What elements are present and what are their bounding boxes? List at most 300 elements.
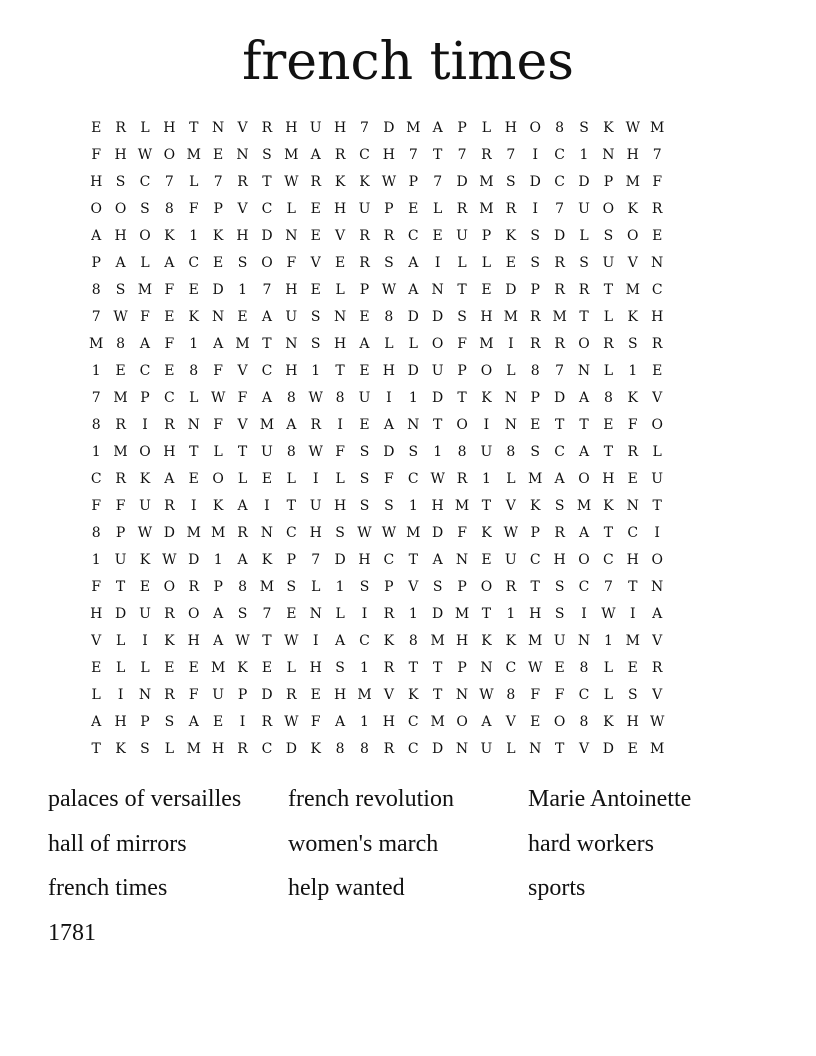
grid-letter: N <box>309 605 322 622</box>
grid-letter: M <box>210 659 226 676</box>
grid-letter: M <box>259 416 275 433</box>
grid-letter: R <box>383 659 395 676</box>
grid-letter: R <box>286 686 297 703</box>
grid-letter: N <box>577 362 591 379</box>
grid-letter: L <box>115 659 126 676</box>
grid-letter: 1 <box>91 551 101 568</box>
grid-letter: E <box>530 713 541 730</box>
grid-letter: E <box>627 659 638 676</box>
grid-letter: U <box>431 362 444 379</box>
grid-letter: T <box>603 281 614 298</box>
grid-letter: O <box>188 605 200 622</box>
grid-letter: H <box>333 686 347 703</box>
grid-letter: F <box>188 200 199 217</box>
grid-letter: V <box>237 119 248 136</box>
grid-letter: D <box>456 173 468 190</box>
grid-letter: O <box>139 443 151 460</box>
grid-letter: M <box>576 497 592 514</box>
grid-letter: M <box>284 146 299 163</box>
grid-row <box>84 141 744 168</box>
grid-row <box>84 465 744 492</box>
grid-letter: K <box>505 227 517 244</box>
grid-letter: U <box>261 443 273 460</box>
grid-letter: S <box>237 605 248 622</box>
grid-letter: W <box>308 443 323 460</box>
grid-letter: M <box>528 470 543 487</box>
grid-letter: S <box>579 254 589 271</box>
grid-letter: K <box>212 497 224 514</box>
grid-letter: A <box>335 713 346 730</box>
grid-letter: H <box>285 362 298 379</box>
grid-letter: H <box>626 551 639 568</box>
grid-letter: M <box>650 119 665 136</box>
grid-letter: 8 <box>286 443 296 460</box>
grid-letter: U <box>456 227 468 244</box>
grid-letter: M <box>454 605 470 622</box>
grid-letter: S <box>335 659 345 676</box>
grid-letter: 1 <box>189 335 199 352</box>
grid-letter: 1 <box>506 605 516 622</box>
grid-letter: 1 <box>91 362 101 379</box>
grid-letter: A <box>286 416 297 433</box>
grid-letter: K <box>164 227 175 244</box>
grid-letter: L <box>603 362 614 379</box>
grid-letter: D <box>432 524 444 541</box>
grid-letter: N <box>431 281 444 298</box>
grid-letter: V <box>652 632 663 649</box>
grid-letter: R <box>383 740 395 757</box>
grid-row <box>84 303 744 330</box>
grid-letter: A <box>261 308 272 325</box>
grid-letter: C <box>578 578 590 595</box>
grid-letter: R <box>237 524 248 541</box>
grid-letter: M <box>137 281 153 298</box>
grid-letter: H <box>236 227 249 244</box>
grid-letter: K <box>627 308 639 325</box>
grid-letter: U <box>358 200 371 217</box>
grid-letter: H <box>309 524 322 541</box>
grid-letter: I <box>312 470 319 487</box>
grid-letter: S <box>335 524 345 541</box>
grid-letter: I <box>532 200 538 217</box>
grid-letter: N <box>212 308 225 325</box>
grid-letter: D <box>212 281 224 298</box>
grid-letter: S <box>140 200 150 217</box>
grid-letter: L <box>286 659 296 676</box>
grid-letter: 1 <box>213 551 223 568</box>
grid-letter: P <box>213 200 223 217</box>
grid-letter: C <box>261 200 273 217</box>
grid-letter: M <box>479 200 494 217</box>
grid-letter: H <box>504 119 517 136</box>
grid-letter: S <box>530 227 541 244</box>
grid-letter: O <box>627 227 639 244</box>
grid-letter: 1 <box>603 632 613 649</box>
grid-row <box>84 519 744 546</box>
grid-letter: 7 <box>91 308 101 325</box>
grid-letter: M <box>210 524 226 541</box>
grid-letter: R <box>529 308 541 325</box>
grid-letter: R <box>651 200 663 217</box>
grid-letter: K <box>481 389 492 406</box>
grid-letter: T <box>457 281 467 298</box>
grid-letter: R <box>651 335 663 352</box>
grid-letter: S <box>579 119 589 136</box>
grid-letter: F <box>627 416 638 433</box>
grid-letter: R <box>310 173 321 190</box>
grid-letter: W <box>308 389 323 406</box>
grid-letter: E <box>237 308 248 325</box>
grid-letter: 7 <box>311 551 321 568</box>
grid-letter: R <box>188 578 200 595</box>
grid-letter: F <box>457 335 467 352</box>
grid-letter: 8 <box>603 389 613 406</box>
grid-letter: S <box>627 335 638 352</box>
grid-letter: A <box>213 632 224 649</box>
word-list-item: 1781 <box>48 920 96 947</box>
grid-letter: 1 <box>408 605 418 622</box>
grid-letter: M <box>113 389 128 406</box>
grid-letter: M <box>186 740 201 757</box>
grid-letter: P <box>140 713 150 730</box>
grid-letter: L <box>140 659 150 676</box>
grid-letter: H <box>382 362 395 379</box>
grid-letter: W <box>381 524 397 541</box>
grid-letter: R <box>383 605 395 622</box>
grid-letter: D <box>285 740 297 757</box>
grid-letter: 1 <box>189 227 199 244</box>
grid-letter: P <box>408 173 418 190</box>
grid-row <box>84 735 744 762</box>
grid-letter: O <box>163 146 176 163</box>
grid-letter: T <box>481 605 492 622</box>
grid-letter: 7 <box>213 173 223 190</box>
grid-letter: 8 <box>360 740 369 757</box>
grid-letter: T <box>286 497 296 514</box>
grid-letter: H <box>333 200 347 217</box>
grid-letter: S <box>286 578 297 595</box>
grid-letter: L <box>286 470 296 487</box>
grid-letter: K <box>188 308 199 325</box>
word-list-item: hall of mirrors <box>48 830 187 857</box>
grid-letter: H <box>602 470 615 487</box>
grid-letter: N <box>260 524 274 541</box>
grid-row <box>84 627 744 654</box>
grid-row <box>84 600 744 627</box>
grid-letter: I <box>532 146 538 163</box>
grid-letter: S <box>408 443 419 460</box>
grid-letter: R <box>578 281 590 298</box>
grid-letter: C <box>554 146 565 163</box>
grid-letter: 7 <box>262 605 272 622</box>
grid-letter: R <box>237 173 248 190</box>
word-list-item: french times <box>48 875 168 902</box>
grid-letter: O <box>456 416 468 433</box>
grid-letter: S <box>384 497 394 514</box>
grid-letter: E <box>261 470 273 487</box>
grid-letter: H <box>285 281 298 298</box>
grid-letter: N <box>455 740 469 757</box>
grid-letter: S <box>554 578 565 595</box>
grid-letter: R <box>164 497 175 514</box>
grid-letter: T <box>262 632 272 649</box>
grid-letter: K <box>505 632 517 649</box>
grid-letter: 8 <box>91 281 101 298</box>
grid-letter: S <box>359 578 370 595</box>
grid-letter: S <box>140 740 150 757</box>
grid-letter: N <box>577 632 591 649</box>
grid-row <box>84 384 744 411</box>
grid-letter: 8 <box>506 686 516 703</box>
grid-letter: F <box>140 308 150 325</box>
grid-letter: U <box>285 308 298 325</box>
grid-row <box>84 546 744 573</box>
grid-letter: 1 <box>408 389 418 406</box>
grid-letter: C <box>554 173 565 190</box>
grid-letter: T <box>237 443 248 460</box>
grid-letter: T <box>579 308 589 325</box>
grid-letter: V <box>91 632 102 649</box>
grid-letter: T <box>408 551 418 568</box>
grid-letter: H <box>333 335 347 352</box>
grid-letter: E <box>310 281 321 298</box>
grid-letter: E <box>310 227 321 244</box>
grid-letter: R <box>603 335 614 352</box>
grid-letter: E <box>139 578 151 595</box>
grid-letter: K <box>529 497 541 514</box>
grid-letter: U <box>114 551 127 568</box>
grid-letter: L <box>481 254 492 271</box>
grid-letter: O <box>578 551 590 568</box>
grid-letter: E <box>652 227 663 244</box>
grid-row <box>84 573 744 600</box>
grid-letter: C <box>139 173 151 190</box>
grid-letter: M <box>625 632 640 649</box>
grid-letter: F <box>115 497 126 514</box>
grid-letter: 8 <box>555 119 565 136</box>
grid-letter: 1 <box>238 281 247 298</box>
grid-letter: E <box>505 254 516 271</box>
grid-letter: 7 <box>506 146 516 163</box>
grid-letter: P <box>530 281 540 298</box>
grid-letter: A <box>554 470 565 487</box>
grid-letter: A <box>115 254 126 271</box>
grid-letter: 7 <box>262 281 272 298</box>
grid-letter: O <box>651 416 663 433</box>
grid-letter: S <box>310 335 321 352</box>
grid-letter: N <box>651 578 664 595</box>
grid-letter: P <box>384 200 394 217</box>
grid-letter: M <box>406 119 421 136</box>
grid-letter: U <box>309 497 322 514</box>
grid-letter: E <box>188 281 199 298</box>
grid-letter: D <box>529 173 541 190</box>
grid-letter: K <box>481 632 492 649</box>
grid-letter: T <box>579 416 589 433</box>
grid-letter: K <box>261 551 273 568</box>
grid-letter: 1 <box>628 362 638 379</box>
grid-letter: H <box>212 740 225 757</box>
grid-letter: A <box>359 335 370 352</box>
grid-letter: K <box>383 632 395 649</box>
grid-letter: A <box>91 713 102 730</box>
grid-letter: W <box>479 686 494 703</box>
grid-letter: P <box>457 119 467 136</box>
grid-letter: A <box>652 605 663 622</box>
grid-letter: E <box>164 308 175 325</box>
grid-letter: C <box>285 524 297 541</box>
grid-letter: C <box>529 551 541 568</box>
grid-letter: 8 <box>189 362 199 379</box>
grid-letter: F <box>384 470 394 487</box>
grid-letter: R <box>651 659 663 676</box>
grid-letter: E <box>408 200 419 217</box>
grid-letter: E <box>213 254 224 271</box>
grid-letter: C <box>603 551 614 568</box>
grid-letter: N <box>407 416 420 433</box>
grid-letter: P <box>237 686 248 703</box>
grid-letter: I <box>654 524 660 541</box>
grid-letter: E <box>188 659 199 676</box>
grid-letter: A <box>188 713 199 730</box>
grid-letter: E <box>554 659 565 676</box>
grid-letter: C <box>359 146 370 163</box>
grid-letter: 7 <box>457 146 467 163</box>
grid-letter: I <box>581 605 587 622</box>
grid-letter: S <box>432 578 443 595</box>
grid-letter: S <box>506 173 516 190</box>
grid-letter: O <box>553 713 566 730</box>
grid-letter: S <box>359 443 370 460</box>
grid-letter: R <box>554 335 565 352</box>
grid-letter: C <box>505 659 517 676</box>
grid-letter: R <box>627 443 639 460</box>
grid-letter: N <box>504 389 517 406</box>
grid-letter: O <box>212 470 224 487</box>
grid-letter: P <box>603 173 614 190</box>
grid-letter: A <box>237 551 248 568</box>
grid-row <box>84 411 744 438</box>
grid-letter: W <box>113 308 128 325</box>
grid-letter: C <box>627 524 639 541</box>
grid-letter: U <box>139 605 151 622</box>
grid-letter: E <box>481 281 492 298</box>
grid-letter: A <box>213 335 224 352</box>
grid-letter: E <box>359 416 370 433</box>
grid-letter: D <box>602 740 615 757</box>
grid-letter: C <box>383 551 395 568</box>
grid-letter: R <box>115 416 126 433</box>
grid-letter: W <box>503 524 519 541</box>
grid-letter: C <box>261 740 273 757</box>
grid-letter: A <box>432 119 443 136</box>
grid-letter: V <box>578 740 590 757</box>
grid-letter: W <box>284 713 299 730</box>
grid-letter: E <box>627 740 638 757</box>
grid-letter: D <box>163 524 175 541</box>
grid-letter: H <box>358 551 371 568</box>
grid-letter: N <box>236 146 249 163</box>
grid-letter: 8 <box>384 308 394 325</box>
grid-letter: E <box>164 362 175 379</box>
grid-letter: A <box>335 632 346 649</box>
grid-letter: E <box>115 362 126 379</box>
grid-letter: D <box>407 362 419 379</box>
grid-letter: 8 <box>91 416 101 433</box>
grid-letter: V <box>237 200 248 217</box>
grid-letter: I <box>386 389 392 406</box>
grid-letter: W <box>137 146 153 163</box>
grid-letter: U <box>139 497 151 514</box>
grid-letter: 8 <box>335 740 345 757</box>
grid-letter: O <box>480 578 493 595</box>
grid-letter: W <box>284 173 299 190</box>
grid-letter: O <box>114 200 127 217</box>
grid-letter: R <box>261 713 273 730</box>
grid-letter: D <box>114 605 127 622</box>
grid-letter: R <box>334 146 346 163</box>
grid-letter: M <box>650 740 665 757</box>
grid-letter: M <box>552 308 567 325</box>
grid-letter: E <box>91 659 102 676</box>
grid-letter: R <box>554 281 565 298</box>
grid-letter: P <box>286 551 297 568</box>
grid-letter: 1 <box>579 146 589 163</box>
grid-letter: P <box>457 659 467 676</box>
grid-letter: 7 <box>360 119 369 136</box>
grid-letter: A <box>408 254 419 271</box>
grid-letter: C <box>407 470 419 487</box>
grid-letter: S <box>237 254 248 271</box>
grid-letter: 1 <box>408 497 418 514</box>
grid-letter: R <box>554 254 565 271</box>
grid-letter: N <box>333 308 347 325</box>
grid-letter: F <box>91 578 102 595</box>
grid-letter: 8 <box>91 524 101 541</box>
grid-letter: V <box>310 254 321 271</box>
grid-letter: D <box>554 389 566 406</box>
grid-letter: E <box>213 713 224 730</box>
grid-letter: N <box>504 416 517 433</box>
grid-letter: E <box>359 362 370 379</box>
grid-row <box>84 114 744 141</box>
grid-letter: W <box>137 524 153 541</box>
word-list-item: palaces of versailles <box>48 786 242 812</box>
grid-letter: I <box>117 686 124 703</box>
grid-letter: A <box>213 605 224 622</box>
grid-letter: M <box>235 335 250 352</box>
grid-letter: O <box>578 470 590 487</box>
grid-letter: V <box>408 578 419 595</box>
grid-letter: 8 <box>335 389 345 406</box>
grid-letter: 1 <box>433 443 443 460</box>
grid-letter: W <box>381 173 397 190</box>
grid-letter: C <box>554 443 565 460</box>
grid-letter: D <box>261 686 273 703</box>
grid-letter: E <box>286 605 297 622</box>
grid-letter: I <box>190 497 197 514</box>
grid-letter: H <box>309 659 322 676</box>
grid-letter: R <box>164 416 175 433</box>
grid-letter: T <box>115 578 126 595</box>
grid-letter: H <box>114 227 127 244</box>
grid-letter: F <box>213 416 223 433</box>
grid-letter: E <box>188 470 199 487</box>
grid-letter: N <box>187 416 200 433</box>
grid-letter: L <box>164 740 175 757</box>
grid-letter: U <box>480 443 493 460</box>
grid-letter: W <box>162 551 177 568</box>
